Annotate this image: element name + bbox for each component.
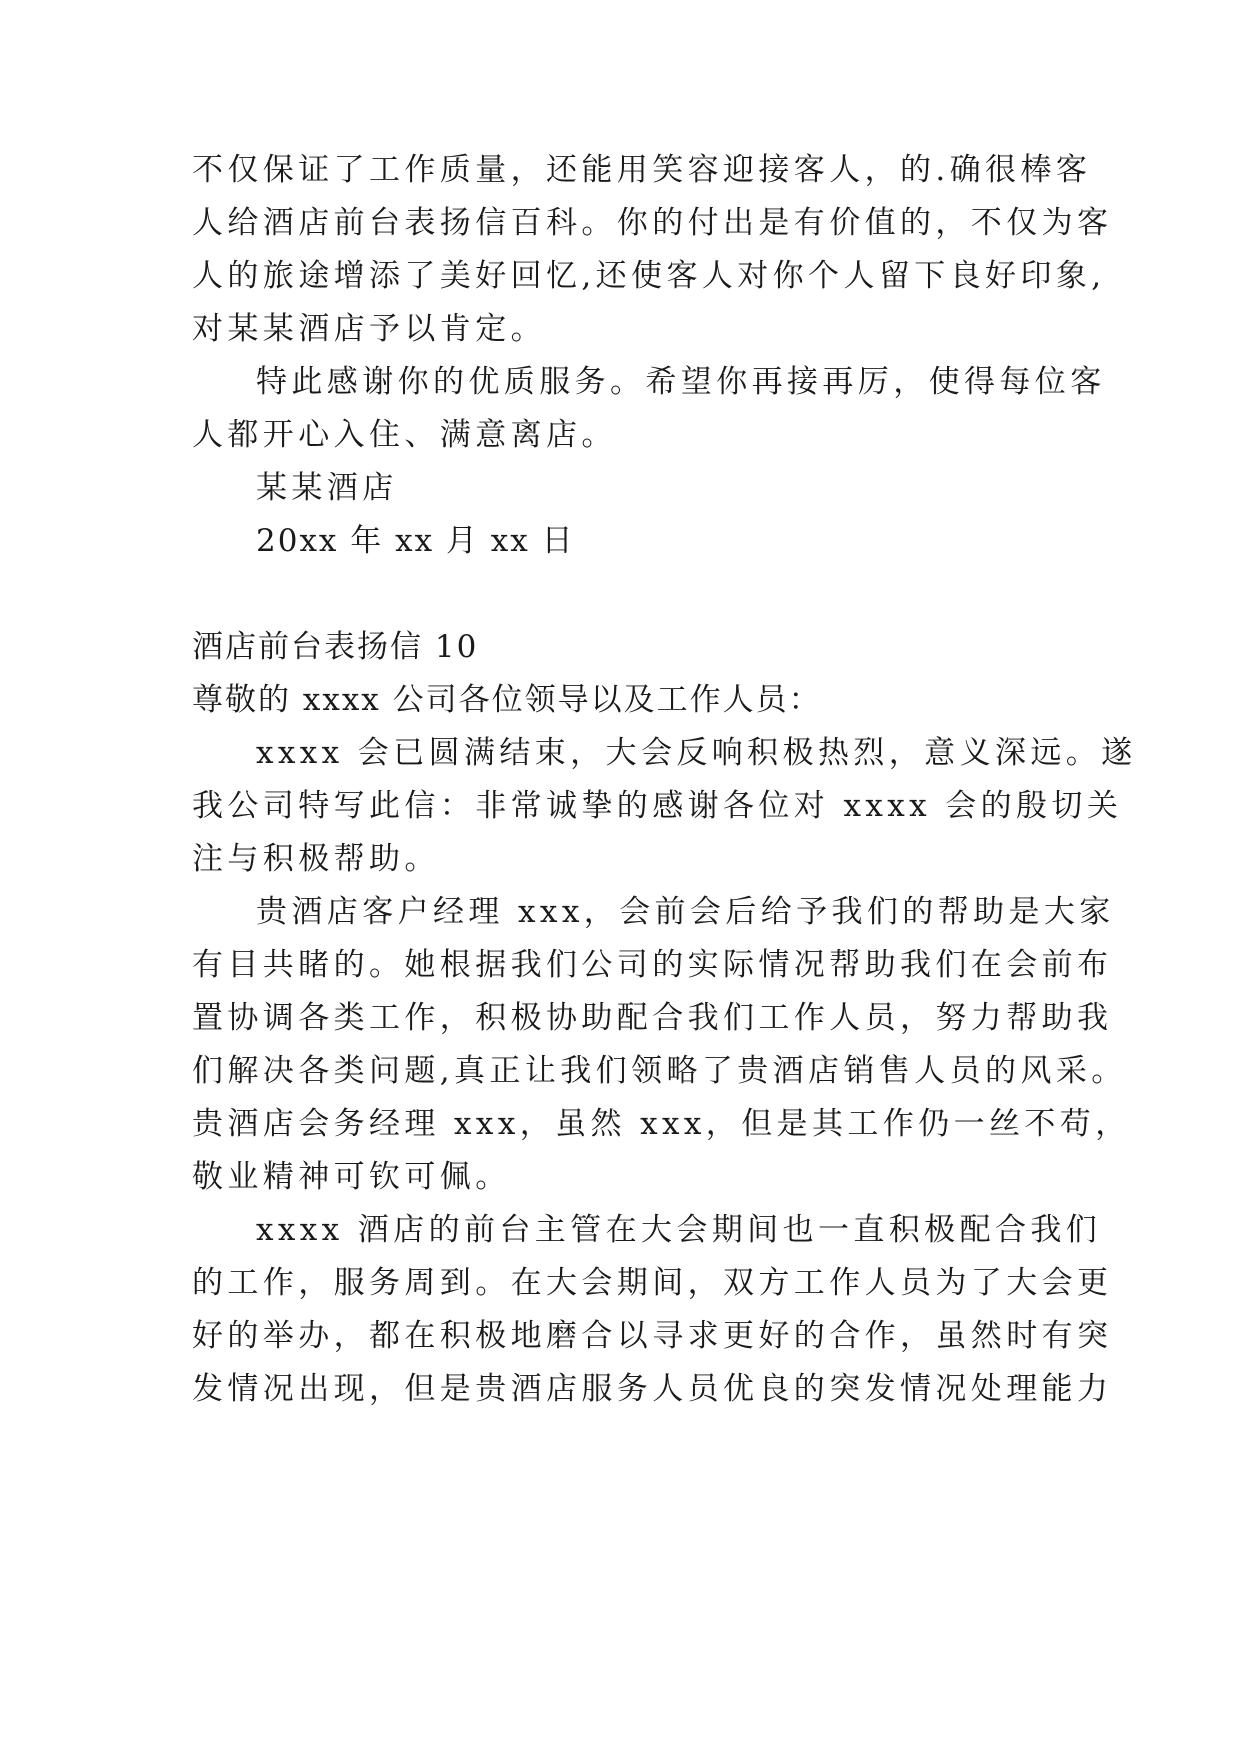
thanks-line-2: 人都开心入住、满意离店。 [192, 417, 617, 453]
paragraph-2-line-3: 置协调各类工作，积极协助配合我们工作人员，努力帮助我 [192, 1000, 1113, 1036]
paragraph-2-line-6: 敬业精神可钦可佩。 [192, 1159, 511, 1195]
paragraph-3-line-2: 的工作，服务周到。在大会期间，双方工作人员为了大会更 [192, 1265, 1113, 1301]
paragraph-1-line-1: xxxx 会已圆满结束，大会反响积极热烈，意义深远。遂 [256, 735, 1137, 771]
paragraph-2-line-1: 贵酒店客户经理 xxx，会前会后给予我们的帮助是大家 [256, 894, 1115, 930]
paragraph-3-line-1: xxxx 酒店的前台主管在大会期间也一直积极配合我们 [256, 1212, 1102, 1248]
paragraph-2-line-5: 贵酒店会务经理 xxx，虽然 xxx，但是其工作仍一丝不苟， [192, 1106, 1131, 1142]
paragraph-2-line-2: 有目共睹的。她根据我们公司的实际情况帮助我们在会前布 [192, 947, 1113, 983]
paragraph-3-line-4: 发情况出现，但是贵酒店服务人员优良的突发情况处理能力 [192, 1371, 1113, 1407]
top-paragraph-line-1: 不仅保证了工作质量，还能用笑容迎接客人，的.确很棒客 [192, 152, 1092, 188]
salutation: 尊敬的 xxxx 公司各位领导以及工作人员： [192, 682, 822, 718]
paragraph-3-line-3: 好的举办，都在积极地磨合以寻求更好的合作，虽然时有突 [192, 1318, 1113, 1354]
paragraph-1-line-2: 我公司特写此信：非常诚挚的感谢各位对 xxxx 会的殷切关 [192, 788, 1123, 824]
paragraph-2-line-4: 们解决各类问题,真正让我们领略了贵酒店销售人员的风采。 [192, 1053, 1127, 1089]
top-paragraph-line-4: 对某某酒店予以肯定。 [192, 311, 546, 347]
date: 20xx 年 xx 月 xx 日 [256, 523, 575, 559]
top-paragraph-line-3: 人的旅途增添了美好回忆,还使客人对你个人留下良好印象, [192, 258, 1106, 294]
top-paragraph-line-2: 人给酒店前台表扬信百科。你的付出是有价值的，不仅为客 [192, 205, 1113, 241]
thanks-line-1: 特此感谢你的优质服务。希望你再接再厉，使得每位客 [256, 364, 1106, 400]
letter-title: 酒店前台表扬信 10 [192, 629, 479, 665]
paragraph-1-line-3: 注与积极帮助。 [192, 841, 440, 877]
signature: 某某酒店 [256, 470, 398, 506]
